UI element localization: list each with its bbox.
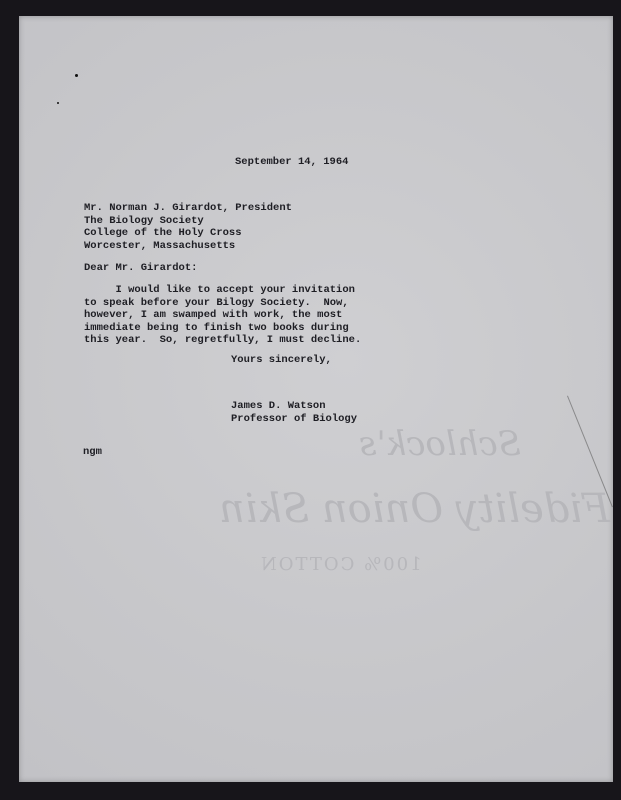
recipient-address: [84, 202, 292, 252]
signature-block: [231, 400, 357, 425]
address-line: The Biology Society: [84, 214, 204, 227]
body-line: this year. So, regretfully, I must decline.: [84, 334, 362, 346]
signer-title: Professor of Biology: [231, 412, 358, 425]
body-line: to speak before your Bilogy Society. Now,: [84, 296, 349, 309]
body-line: however, I am swamped with work, the most: [84, 309, 343, 321]
salutation: Dear Mr. Girardot:: [84, 262, 198, 274]
ink-speck: [75, 74, 78, 77]
letter-page: [19, 16, 613, 782]
address-line: Worcester, Massachusetts: [84, 239, 236, 252]
watermark-bleedthrough-product: Fidelity Onion Skin: [219, 486, 610, 532]
address-line: College of the Holy Cross: [84, 227, 242, 239]
signer-name: James D. Watson: [231, 400, 326, 412]
typist-initials: ngm: [83, 446, 102, 458]
ink-speck: [57, 102, 59, 104]
letter-body: [84, 284, 361, 347]
complimentary-closing: Yours sincerely,: [231, 354, 332, 366]
page-fold-mark: [567, 396, 613, 508]
body-line: immediate being to finish two books during: [84, 321, 349, 334]
watermark-bleedthrough-material: 100% COTTON: [259, 554, 422, 575]
watermark-bleedthrough-brand: Schlock's: [359, 424, 522, 464]
body-line: I would like to accept your invitation: [84, 284, 355, 296]
address-line: Mr. Norman J. Girardot, President: [84, 202, 292, 214]
letter-date: September 14, 1964: [235, 156, 349, 168]
